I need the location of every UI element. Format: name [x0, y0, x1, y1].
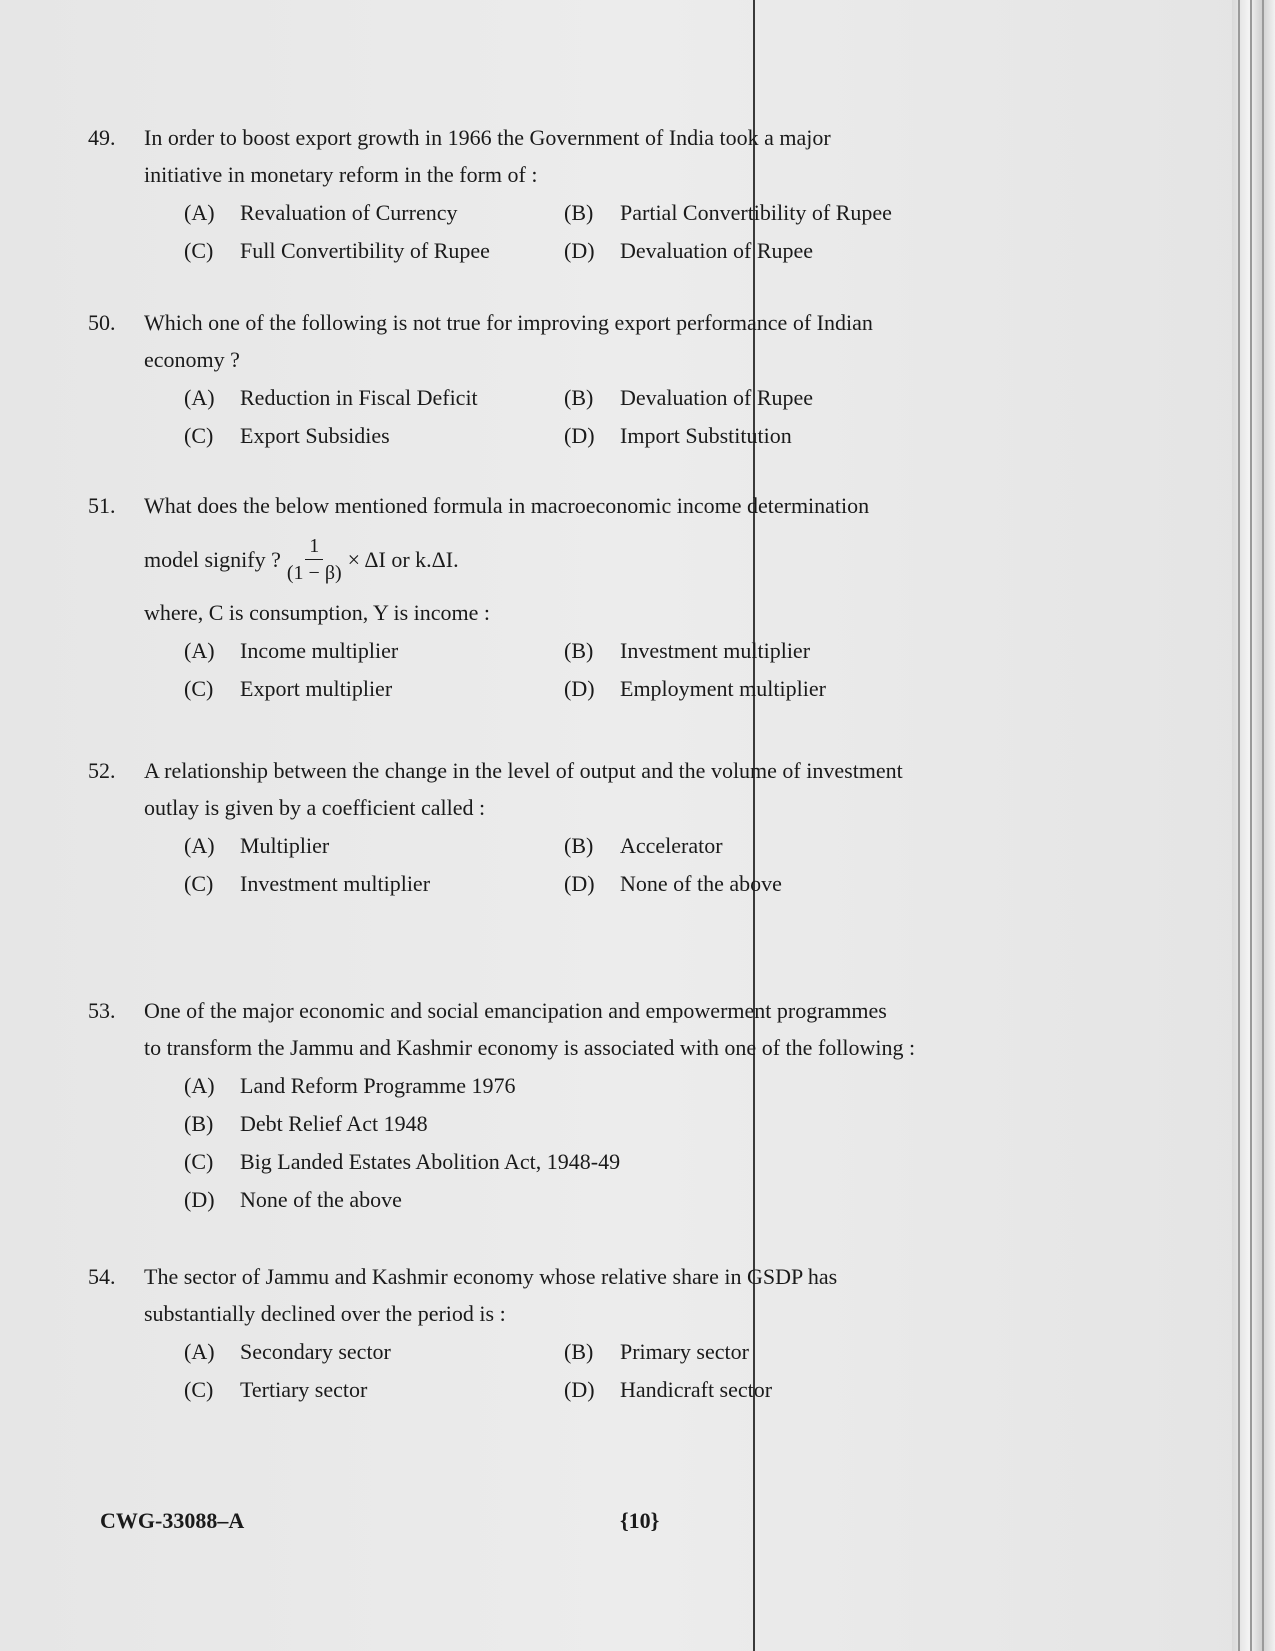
option-d[interactable] — [564, 232, 944, 269]
formula-suffix: × ΔI or k.ΔI. — [347, 546, 459, 572]
option-label: (B) — [184, 1110, 214, 1136]
option-a[interactable] — [184, 827, 564, 864]
question-stem-line: Which one of the following is not true for improving export performance of Indian — [144, 310, 873, 335]
option-text: Primary sector — [620, 1338, 749, 1364]
question-stem-line: A relationship between the change in the level of output and the volume of investment — [144, 758, 903, 783]
option-text: Reduction in Fiscal Deficit — [240, 384, 478, 410]
option-text: Export Subsidies — [240, 422, 390, 448]
question-stem-line: outlay is given by a coefficient called : — [144, 795, 486, 820]
option-label: (A) — [184, 637, 215, 663]
option-label: (A) — [184, 199, 215, 225]
option-a[interactable] — [184, 194, 564, 231]
option-label: (B) — [564, 832, 594, 858]
option-label: (A) — [184, 1072, 215, 1098]
question-stem-line: economy ? — [144, 347, 240, 372]
option-b[interactable] — [564, 1333, 944, 1370]
page-number: {10} — [620, 1508, 660, 1533]
question-54 — [88, 1258, 1148, 1408]
formula — [287, 533, 342, 586]
option-text: Partial Convertibility of Rupee — [620, 199, 892, 225]
option-a[interactable] — [184, 632, 564, 669]
option-c[interactable] — [184, 670, 564, 707]
question-number: 49. — [88, 125, 116, 150]
option-d[interactable] — [564, 417, 944, 454]
option-b[interactable] — [564, 827, 944, 864]
option-text: Revaluation of Currency — [240, 199, 458, 225]
option-text: Debt Relief Act 1948 — [240, 1110, 428, 1136]
option-label: (D) — [564, 675, 595, 701]
option-c[interactable] — [184, 865, 564, 902]
option-text: Accelerator — [620, 832, 723, 858]
option-text: None of the above — [620, 870, 782, 896]
option-label: (C) — [184, 675, 214, 701]
option-label: (C) — [184, 422, 214, 448]
question-stem-line: In order to boost export growth in 1966 the Government of India took a major — [144, 125, 831, 150]
question-stem-line: The sector of Jammu and Kashmir economy whose relative share in GSDP has — [144, 1264, 838, 1289]
option-text: Multiplier — [240, 832, 330, 858]
option-c[interactable] — [184, 1143, 884, 1180]
question-51 — [88, 487, 1148, 707]
option-text: Full Convertibility of Rupee — [240, 237, 490, 263]
option-b[interactable] — [564, 632, 944, 669]
option-text: None of the above — [240, 1186, 402, 1212]
option-label: (C) — [184, 237, 214, 263]
option-label: (D) — [564, 1376, 595, 1402]
option-label: (C) — [184, 1148, 214, 1174]
question-stem-line: to transform the Jammu and Kashmir economy is associated with one of the following : — [144, 1035, 916, 1060]
option-label: (A) — [184, 1338, 215, 1364]
fraction-denominator: (1 − β) — [286, 561, 342, 584]
option-b[interactable] — [564, 194, 944, 231]
option-label: (B) — [564, 637, 594, 663]
question-stem-line: initiative in monetary reform in the form of : — [144, 162, 538, 187]
option-label: (D) — [564, 237, 595, 263]
option-c[interactable] — [184, 417, 564, 454]
option-text: Employment multiplier — [620, 675, 826, 701]
option-a[interactable] — [184, 1067, 884, 1104]
option-label: (A) — [184, 832, 215, 858]
option-text: Secondary sector — [240, 1338, 391, 1364]
option-text: Investment multiplier — [620, 637, 811, 663]
option-a[interactable] — [184, 1333, 564, 1370]
option-c[interactable] — [184, 1371, 564, 1408]
option-label: (B) — [564, 199, 594, 225]
formula-prefix: model signify ? — [144, 546, 281, 572]
question-stem-line: One of the major economic and social emancipation and empowerment programmes — [144, 998, 887, 1023]
option-text: Investment multiplier — [240, 870, 431, 896]
question-53 — [88, 992, 1148, 1218]
option-d[interactable] — [564, 1371, 944, 1408]
fraction-numerator: 1 — [305, 533, 323, 560]
option-text: Devaluation of Rupee — [620, 237, 814, 263]
question-number: 51. — [88, 493, 116, 518]
page-edge — [1232, 0, 1275, 1651]
option-d[interactable] — [564, 865, 944, 902]
option-text: Income multiplier — [240, 637, 399, 663]
question-number: 52. — [88, 758, 116, 783]
option-text: Tertiary sector — [240, 1376, 368, 1402]
option-label: (D) — [184, 1186, 215, 1212]
question-stem-line: where, C is consumption, Y is income : — [144, 600, 491, 625]
question-52 — [88, 752, 1148, 902]
question-number: 50. — [88, 310, 116, 335]
option-c[interactable] — [184, 232, 564, 269]
option-label: (C) — [184, 1376, 214, 1402]
option-label: (A) — [184, 384, 215, 410]
option-text: Big Landed Estates Abolition Act, 1948-49 — [240, 1148, 621, 1174]
option-a[interactable] — [184, 379, 564, 416]
question-stem-line: What does the below mentioned formula in macroeconomic income determination — [144, 493, 870, 518]
option-b[interactable] — [564, 379, 944, 416]
option-label: (C) — [184, 870, 214, 896]
formula-line — [144, 524, 1148, 594]
fraction — [287, 533, 342, 586]
question-49 — [88, 119, 1148, 269]
option-label: (B) — [564, 1338, 594, 1364]
question-number: 53. — [88, 998, 116, 1023]
option-d[interactable] — [184, 1181, 884, 1218]
option-text: Handicraft sector — [620, 1376, 773, 1402]
question-50 — [88, 304, 1148, 454]
option-label: (B) — [564, 384, 594, 410]
paper-code: CWG-33088–A — [100, 1508, 245, 1533]
option-text: Land Reform Programme 1976 — [240, 1072, 516, 1098]
question-number: 54. — [88, 1264, 116, 1289]
option-text: Import Substitution — [620, 422, 792, 448]
question-stem-line: substantially declined over the period is : — [144, 1301, 506, 1326]
option-text: Devaluation of Rupee — [620, 384, 814, 410]
option-d[interactable] — [564, 670, 944, 707]
option-text: Export multiplier — [240, 675, 393, 701]
option-b[interactable] — [184, 1105, 884, 1142]
option-label: (D) — [564, 870, 595, 896]
option-label: (D) — [564, 422, 595, 448]
